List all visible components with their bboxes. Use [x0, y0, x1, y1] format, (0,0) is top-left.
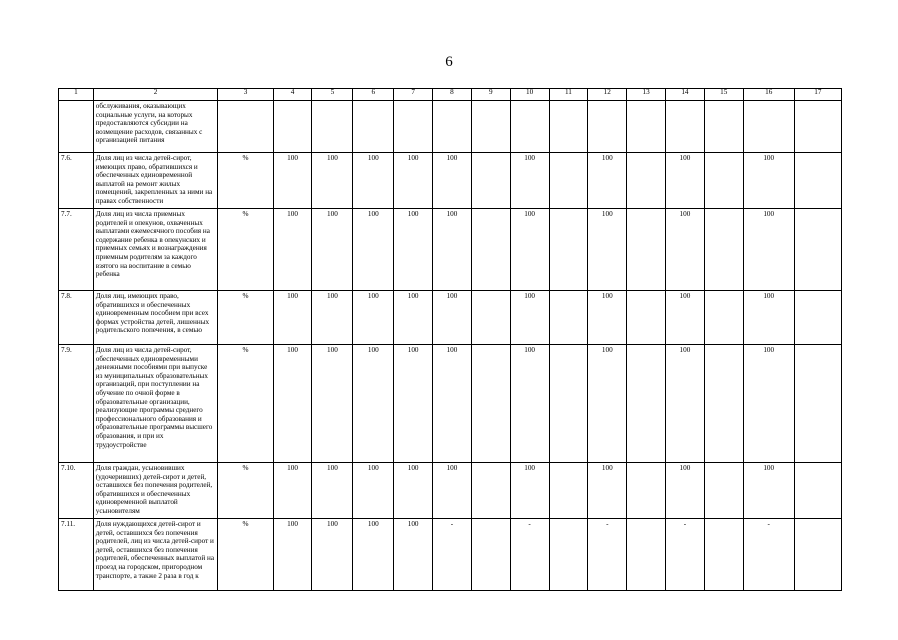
header-cell: 6 [353, 89, 394, 101]
value-cell [471, 345, 510, 463]
value-cell: 100 [588, 291, 627, 345]
value-cell [549, 101, 588, 153]
value-cell: - [510, 519, 549, 591]
value-cell [549, 291, 588, 345]
table-row [59, 463, 842, 519]
header-cell: 1 [59, 89, 94, 101]
value-cell: 100 [743, 463, 794, 519]
value-cell [471, 101, 510, 153]
value-cell: 100 [588, 345, 627, 463]
value-cell: 100 [273, 153, 312, 209]
value-cell [794, 209, 841, 291]
value-cell: 100 [510, 209, 549, 291]
value-cell [704, 519, 743, 591]
value-cell: - [666, 519, 705, 591]
value-cell [471, 291, 510, 345]
indicator-name: Доля лиц из числа детей-сирот, обеспеченных единовременными денежными пособиями при выпуске из муниципальных образовательных организаций, при поступлении на обучение по очной форме в образовательные организации, реализующие программы среднего профессионального образования и образовательные программы высшего образования, и при их трудоустройстве [93, 345, 218, 463]
indicator-table [58, 88, 842, 591]
unit-cell: % [218, 209, 273, 291]
value-cell [471, 519, 510, 591]
value-cell: 100 [510, 291, 549, 345]
value-cell [666, 101, 705, 153]
header-cell: 11 [549, 89, 588, 101]
header-cell: 5 [312, 89, 353, 101]
value-cell [627, 345, 666, 463]
unit-cell: % [218, 153, 273, 209]
value-cell: 100 [312, 345, 353, 463]
value-cell: 100 [743, 153, 794, 209]
value-cell: 100 [273, 463, 312, 519]
value-cell: 100 [394, 345, 433, 463]
value-cell [627, 291, 666, 345]
value-cell [794, 291, 841, 345]
value-cell: 100 [588, 209, 627, 291]
value-cell: 100 [743, 291, 794, 345]
value-cell [312, 101, 353, 153]
header-cell: 13 [627, 89, 666, 101]
value-cell: 100 [312, 463, 353, 519]
value-cell: 100 [510, 153, 549, 209]
value-cell: 100 [312, 291, 353, 345]
row-number: 7.9. [59, 345, 94, 463]
header-cell: 15 [704, 89, 743, 101]
value-cell: 100 [666, 345, 705, 463]
value-cell [273, 101, 312, 153]
value-cell: 100 [433, 209, 472, 291]
value-cell: 100 [666, 291, 705, 345]
value-cell [794, 463, 841, 519]
value-cell [627, 101, 666, 153]
indicator-name: Доля граждан, усыновивших (удочеривших) детей-сирот и детей, оставшихся без попечения родителей, обратившихся и обеспеченных единовременной выплатой усыновителям [93, 463, 218, 519]
indicator-name: Доля лиц, имеющих право, обратившихся и обеспеченных единовременным пособием при всех формах устройства детей, лишенных родительского попечения, в семью [93, 291, 218, 345]
header-cell: 16 [743, 89, 794, 101]
value-cell: 100 [433, 153, 472, 209]
value-cell [794, 519, 841, 591]
value-cell [549, 519, 588, 591]
value-cell [549, 153, 588, 209]
header-cell: 8 [433, 89, 472, 101]
row-number: 7.6. [59, 153, 94, 209]
header-cell: 17 [794, 89, 841, 101]
value-cell [627, 209, 666, 291]
indicator-name: Доля нуждающихся детей-сирот и детей, оставшихся без попечения родителей, лиц из числа детей-сирот и детей, оставшихся без попечения родителей, обеспеченных выплатой на проезд на городском, пригородном транспорте, а также 2 раза в год к [93, 519, 218, 591]
value-cell: 100 [394, 153, 433, 209]
value-cell [794, 101, 841, 153]
value-cell: 100 [588, 463, 627, 519]
value-cell [549, 463, 588, 519]
header-cell: 10 [510, 89, 549, 101]
value-cell: 100 [312, 209, 353, 291]
unit-cell: % [218, 345, 273, 463]
value-cell [743, 101, 794, 153]
header-cell: 3 [218, 89, 273, 101]
header-cell: 2 [93, 89, 218, 101]
row-number: 7.7. [59, 209, 94, 291]
header-cell: 9 [471, 89, 510, 101]
value-cell: 100 [666, 463, 705, 519]
table-row [59, 101, 842, 153]
value-cell [704, 463, 743, 519]
value-cell [627, 153, 666, 209]
value-cell: 100 [353, 463, 394, 519]
value-cell: 100 [510, 463, 549, 519]
table-row [59, 209, 842, 291]
value-cell: 100 [273, 291, 312, 345]
value-cell: 100 [666, 209, 705, 291]
value-cell [794, 153, 841, 209]
row-number: 7.8. [59, 291, 94, 345]
value-cell: 100 [273, 209, 312, 291]
unit-cell: % [218, 291, 273, 345]
value-cell [549, 209, 588, 291]
header-cell: 12 [588, 89, 627, 101]
value-cell [588, 101, 627, 153]
header-cell: 14 [666, 89, 705, 101]
value-cell: 100 [666, 153, 705, 209]
value-cell: 100 [353, 291, 394, 345]
indicator-name: Доля лиц из числа приемных родителей и опекунов, охваченных выплатами ежемесячного пособия на содержание ребенка в опекунских и приемных семьях и вознаграждения приемным родителям за каждого взятого на воспитание в семью ребенка [93, 209, 218, 291]
unit-cell: % [218, 463, 273, 519]
value-cell: 100 [510, 345, 549, 463]
row-number: 7.10. [59, 463, 94, 519]
row-number [59, 101, 94, 153]
value-cell: - [433, 519, 472, 591]
value-cell: 100 [433, 345, 472, 463]
value-cell: 100 [394, 519, 433, 591]
value-cell: 100 [433, 291, 472, 345]
value-cell [353, 101, 394, 153]
table-row [59, 345, 842, 463]
value-cell [704, 209, 743, 291]
value-cell: 100 [394, 463, 433, 519]
table-row [59, 291, 842, 345]
header-cell: 4 [273, 89, 312, 101]
header-cell: 7 [394, 89, 433, 101]
value-cell: 100 [273, 519, 312, 591]
value-cell [704, 101, 743, 153]
value-cell: 100 [273, 345, 312, 463]
value-cell: 100 [743, 209, 794, 291]
value-cell: 100 [394, 291, 433, 345]
value-cell: - [588, 519, 627, 591]
value-cell [433, 101, 472, 153]
value-cell: 100 [743, 345, 794, 463]
indicator-name: Доля лиц из числа детей-сирот, имеющих право, обратившихся и обеспеченных единовременной выплатой на ремонт жилых помещений, закрепленных за ними на правах собственности [93, 153, 218, 209]
table-row [59, 519, 842, 591]
value-cell [471, 463, 510, 519]
value-cell [704, 291, 743, 345]
value-cell [471, 209, 510, 291]
value-cell [394, 101, 433, 153]
value-cell [627, 463, 666, 519]
value-cell: 100 [353, 519, 394, 591]
value-cell [627, 519, 666, 591]
value-cell: - [743, 519, 794, 591]
value-cell: 100 [353, 153, 394, 209]
value-cell: 100 [394, 209, 433, 291]
table-row [59, 153, 842, 209]
value-cell [549, 345, 588, 463]
value-cell [510, 101, 549, 153]
unit-cell [218, 101, 273, 153]
value-cell: 100 [588, 153, 627, 209]
value-cell [704, 153, 743, 209]
value-cell [471, 153, 510, 209]
row-number: 7.11. [59, 519, 94, 591]
value-cell [704, 345, 743, 463]
page-number: 6 [445, 54, 453, 70]
indicator-name: обслуживания, оказывающих социальные услуги, на которых предоставляются субсидии на возмещение расходов, связанных с организацией питания [93, 101, 218, 153]
value-cell: 100 [312, 153, 353, 209]
value-cell: 100 [433, 463, 472, 519]
value-cell: 100 [312, 519, 353, 591]
value-cell: 100 [353, 345, 394, 463]
value-cell [794, 345, 841, 463]
value-cell: 100 [353, 209, 394, 291]
unit-cell: % [218, 519, 273, 591]
header-row [59, 89, 842, 101]
